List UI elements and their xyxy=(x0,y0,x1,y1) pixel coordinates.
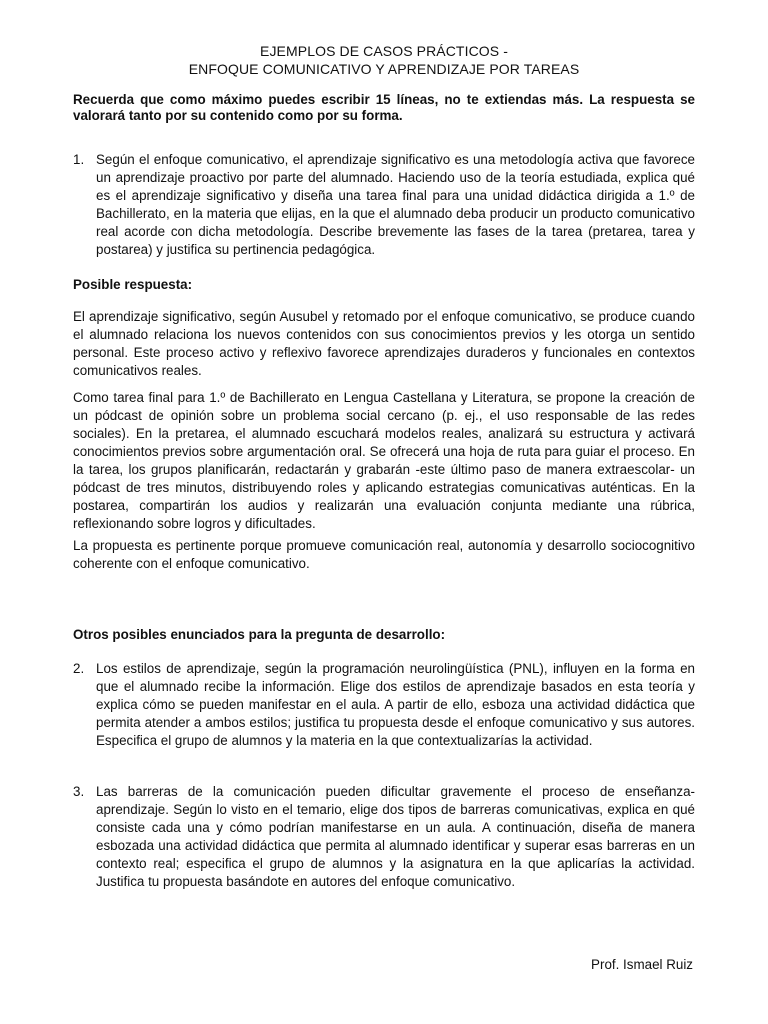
author-signature: Prof. Ismael Ruiz xyxy=(591,957,693,972)
question-number: 2. xyxy=(73,661,85,676)
question-text: Los estilos de aprendizaje, según la programación neurolingüística (PNL), influyen en la forma en que el alumnado recibe la información. Elige dos estilos de aprendizaje basados en esta teoría y explica cómo se pueden manifestar en el aula. A partir de ello, esboza una actividad didáctica que permita atender a ambos estilos; justifica tu propuesta desde el enfoque comunicativo y sus autores. Especifica el grupo de alumnos y la materia en la que contextualizarías la actividad. xyxy=(96,661,695,748)
instructions-text: Recuerda que como máximo puedes escribir 15 líneas, no te extiendas más. La respuesta se valorará tanto por su contenido como por su forma. xyxy=(73,92,695,123)
answer-paragraph: La propuesta es pertinente porque promueve comunicación real, autonomía y desarrollo sociocognitivo coherente con el enfoque comunicativo. xyxy=(73,538,695,571)
answer-heading: Posible respuesta: xyxy=(73,277,193,292)
title-line-1: EJEMPLOS DE CASOS PRÁCTICOS - xyxy=(260,43,508,59)
question-text: Las barreras de la comunicación pueden dificultar gravemente el proceso de enseñanza-aprendizaje. Según lo visto en el temario, elige dos tipos de barreras comunicativas, explica en qué consiste cada una y cómo podrían manifestarse en un aula. A continuación, diseña de manera esbozada una actividad didáctica que permita al alumnado identificar y superar esas barreras en un contexto real; especifica el grupo de alumnos y la asignatura en la que aplicarías la actividad. Justifica tu propuesta basándote en autores del enfoque comunicativo. xyxy=(96,784,695,889)
document-title xyxy=(0,42,768,78)
question-number: 1. xyxy=(73,152,85,167)
other-questions-heading: Otros posibles enunciados para la pregunta de desarrollo: xyxy=(73,627,446,642)
question-number: 3. xyxy=(73,784,85,799)
question-text: Según el enfoque comunicativo, el aprendizaje significativo es una metodología activa que favorece un aprendizaje proactivo por parte del alumnado. Haciendo uso de la teoría estudiada, explica qué es el aprendizaje significativo y diseña una tarea final para una unidad didáctica dirigida a 1.º de Bachillerato, en la materia que elijas, en la que el alumnado deba producir un producto comunicativo real acorde con dicha metodología. Describe brevemente las fases de la tarea (pretarea, tarea y postarea) y justifica su pertinencia pedagógica. xyxy=(96,152,695,257)
answer-paragraph: El aprendizaje significativo, según Ausubel y retomado por el enfoque comunicativo, se produce cuando el alumnado relaciona los nuevos contenidos con sus conocimientos previos y les otorga un sentido personal. Este proceso activo y reflexivo favorece aprendizajes duraderos y funcionales en contextos comunicativos reales. xyxy=(73,309,695,378)
answer-paragraph: Como tarea final para 1.º de Bachillerato en Lengua Castellana y Literatura, se propone la creación de un pódcast de opinión sobre un problema social cercano (p. ej., el uso responsable de las redes sociales). En la pretarea, el alumnado escuchará modelos reales, analizará su estructura y activará conocimientos previos sobre argumentación oral. Se ofrecerá una hoja de ruta para guiar el proceso. En la tarea, los grupos planificarán, redactarán y grabarán -este último paso de manera extraescolar- un pódcast de tres minutos, distribuyendo roles y aplicando estrategias comunicativas auténticas. En la postarea, compartirán los audios y realizarán una evaluación conjunta mediante una rúbrica, reflexionando sobre logros y dificultades. xyxy=(73,390,695,531)
question-2 xyxy=(73,660,695,750)
question-1 xyxy=(73,151,695,259)
title-line-2: ENFOQUE COMUNICATIVO Y APRENDIZAJE POR TAREAS xyxy=(188,61,580,77)
question-3 xyxy=(73,783,695,891)
